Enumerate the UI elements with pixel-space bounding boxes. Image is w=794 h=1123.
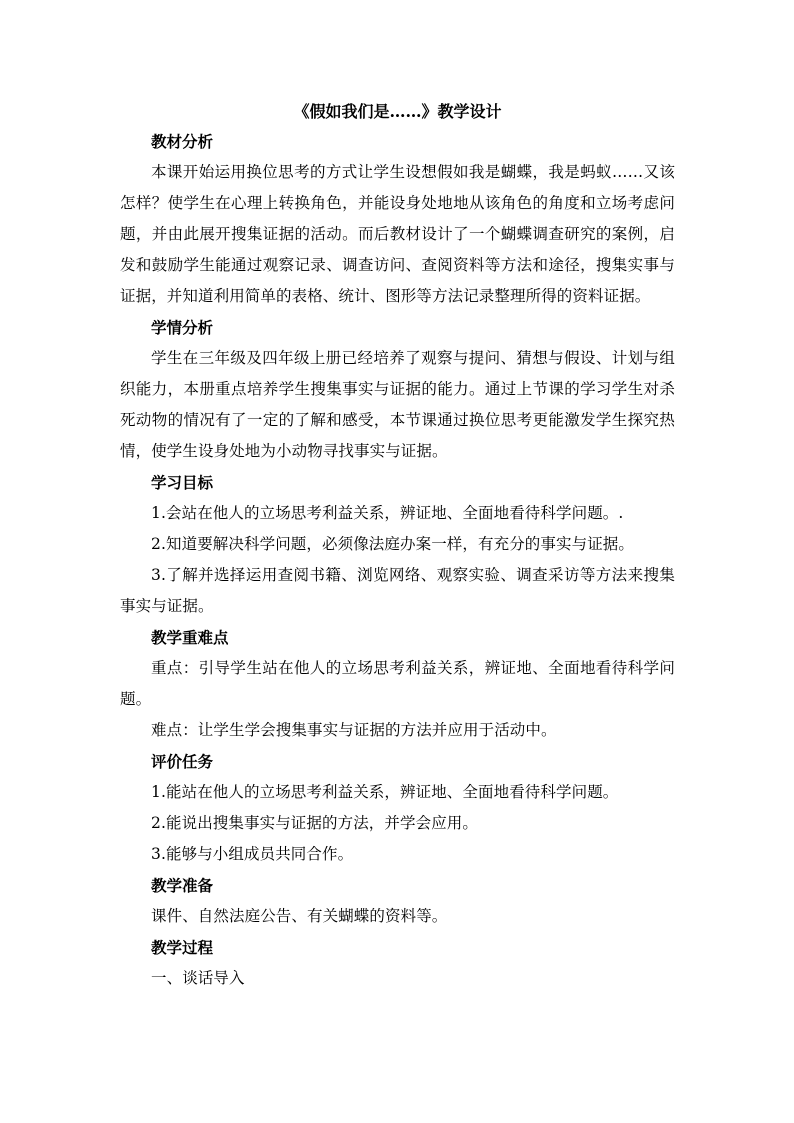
paragraph-textbook-analysis: 本课开始运用换位思考的方式让学生设想假如我是蝴蝶，我是蚂蚁……又该怎样？使学生在心理上转换角色，并能设身处地地从该角色的角度和立场考虑问题，并由此展开搜集证据的活动。而后教材设计了一个蝴蝶调查研究的案例，启发和鼓励学生能通过观察记录、调查访问、查阅资料等方法和途径，搜集实事与证据，并知道利用简单的表格、统计、图形等方法记录整理所得的资料证据。 — [120, 163, 675, 305]
learning-goal-item: 1.会站在他人的立场思考利益关系，辨证地、全面地看待科学问题。. — [151, 504, 624, 522]
heading-learning-goals: 学习目标 — [151, 473, 214, 492]
heading-student-analysis: 学情分析 — [151, 318, 214, 337]
document-title: 《假如我们是……》教学设计 — [293, 102, 502, 121]
paragraph-student-analysis: 学生在三年级及四年级上册已经培养了观察与提问、猜想与假设、计划与组织能力，本册重点培养学生搜集事实与证据的能力。通过上节课的学习学生对杀死动物的情况有了一定的了解和感受，本节课通过换位思考更能激发学生探究热情，使学生设身处地为小动物寻找事实与证据。 — [120, 349, 675, 460]
heading-preparation: 教学准备 — [151, 876, 214, 895]
heading-evaluation: 评价任务 — [151, 752, 214, 771]
evaluation-item: 3.能够与小组成员共同合作。 — [151, 845, 354, 863]
paragraph-process: 一、谈话导入 — [151, 969, 245, 987]
heading-process: 教学过程 — [151, 938, 214, 957]
paragraph-preparation: 课件、自然法庭公告、有关蝴蝶的资料等。 — [151, 907, 448, 925]
document-page — [120, 98, 675, 994]
heading-key-difficult: 教学重难点 — [151, 628, 229, 647]
paragraph-key-point: 重点：引导学生站在他人的立场思考利益关系，辨证地、全面地看待科学问题。 — [120, 659, 675, 708]
heading-textbook-analysis: 教材分析 — [151, 132, 214, 151]
learning-goal-item: 2.知道要解决科学问题，必须像法庭办案一样，有充分的事实与证据。 — [151, 535, 634, 553]
learning-goal-item: 3.了解并选择运用查阅书籍、浏览网络、观察实验、调查采访等方法来搜集事实与证据。 — [120, 566, 675, 615]
evaluation-item: 1.能站在他人的立场思考利益关系，辨证地、全面地看待科学问题。 — [151, 783, 619, 801]
paragraph-difficult-point: 难点：让学生学会搜集事实与证据的方法并应用于活动中。 — [151, 721, 557, 739]
evaluation-item: 2.能说出搜集事实与证据的方法，并学会应用。 — [151, 814, 478, 832]
